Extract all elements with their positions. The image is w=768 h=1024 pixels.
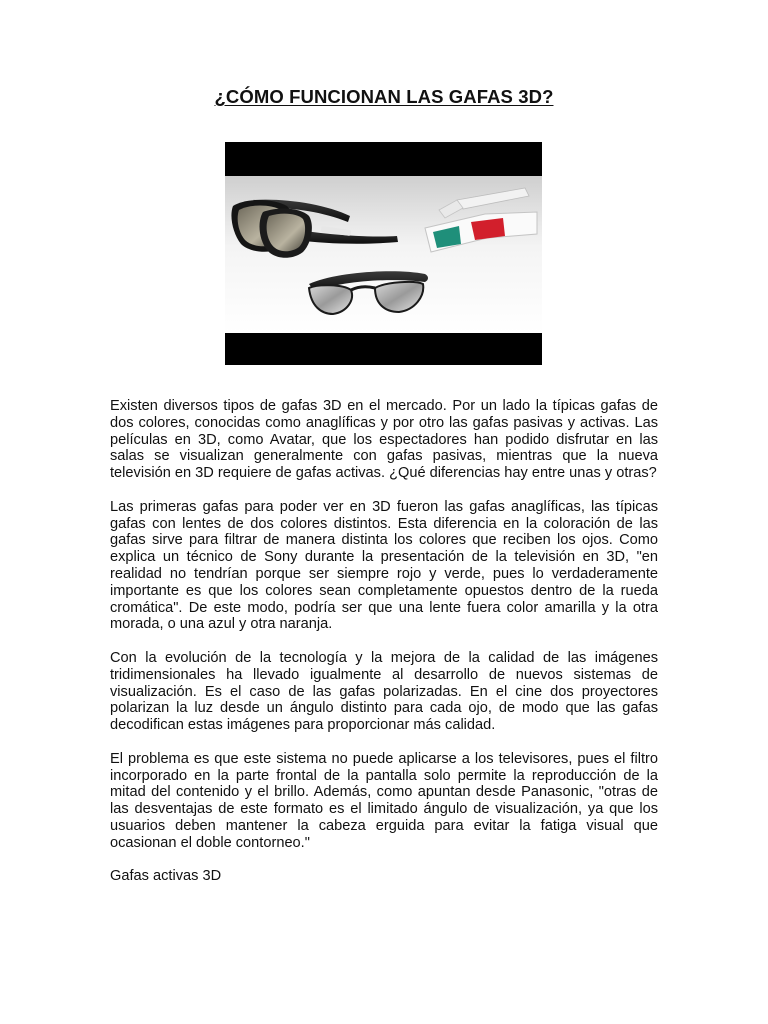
paragraph-1: Existen diversos tipos de gafas 3D en el mercado. Por un lado la típicas gafas de dos colores, conocidas como anaglíficas y por otro las gafas pasivas y activas. Las películas en 3D, como Avatar, que los espectadores han podido disfrutar en las salas se visualizan generalmente con gafas pasivas, mientras que la nueva televisión en 3D requiere de gafas activas. ¿Qué diferencias hay entre unas y otras? bbox=[110, 398, 658, 482]
paragraph-4: El problema es que este sistema no puede aplicarse a los televisores, pues el filtro incorporado en la parte frontal de la pantalla solo permite la reproducción de la mitad del contenido y el brillo. Además, como apuntan desde Panasonic, "otras de las desventajas de este formato es el limitado ángulo de visualización, ya que los usuarios deben mantener la cabeza erguida para evitar la fatiga visual que ocasionan el doble contorneo." bbox=[110, 750, 658, 851]
page-title: ¿CÓMO FUNCIONAN LAS GAFAS 3D? bbox=[214, 86, 554, 107]
paragraph-2: Las primeras gafas para poder ver en 3D fueron las gafas anaglíficas, las típicas gafas con lentes de dos colores distintos. Esta diferencia en la coloración de las gafas sirve para filtrar de manera distinta los colores que reciben los ojos. Como explica un técnico de Sony durante la presentación de la televisión en 3D, "en realidad no tendrían porque ser siempre rojo y verde, pues lo verdaderamente importante es que los colores sean completamente opuestos dentro de la rueda cromática". De este modo, podría ser que una lente fuera color amarilla y la otra morada, o una azul y otra naranja. bbox=[110, 498, 658, 633]
body-text bbox=[110, 398, 658, 902]
glasses-figure bbox=[225, 142, 542, 365]
glasses-illustration bbox=[225, 142, 542, 365]
section-heading-active-glasses: Gafas activas 3D bbox=[110, 868, 222, 885]
paragraph-3: Con la evolución de la tecnología y la mejora de la calidad de las imágenes tridimensionales ha llevado igualmente al desarrollo de nuevos sistemas de visualización. Es el caso de las gafas polarizadas. En el cine dos proyectores polarizan la luz desde un ángulo distinto para cada ojo, de modo que las gafas decodifican estas imágenes para proporcionar más calidad. bbox=[110, 649, 658, 734]
